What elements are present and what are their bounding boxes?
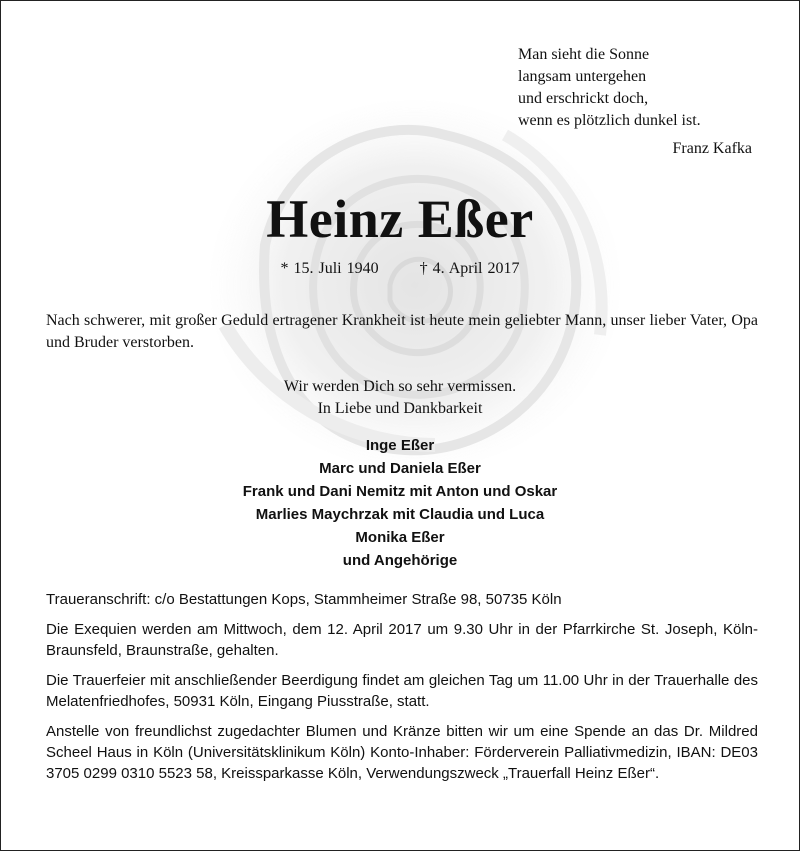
- miss-line: Wir werden Dich so sehr vermissen.: [283, 378, 517, 395]
- mourner: Marc und Daniela Eßer: [319, 460, 481, 477]
- birth-date: * 15. Juli 1940: [280, 260, 379, 277]
- deceased-name: Heinz Eßer: [266, 189, 534, 249]
- kafka-quote: [518, 44, 778, 160]
- mourning-address: Traueranschrift: c/o Bestattungen Kops, Stammheimer Straße 98, 50735 Köln: [46, 591, 562, 608]
- farewell-lines: [0, 376, 800, 420]
- love-line: In Liebe und Dankbarkeit: [317, 400, 483, 417]
- intro-text: Nach schwerer, mit großer Geduld ertragener Krankheit ist heute mein geliebter Mann, unser lieber Vater, Opa und Bruder verstorben.: [46, 312, 758, 351]
- quote-author: Franz Kafka: [672, 140, 752, 157]
- mourner: Inge Eßer: [365, 437, 435, 454]
- quote-line: wenn es plötzlich dunkel ist.: [518, 112, 701, 129]
- mourner: und Angehörige: [342, 552, 458, 569]
- mourner: Monika Eßer: [355, 529, 445, 546]
- death-date: † 4. April 2017: [419, 260, 520, 277]
- mourners-list: [0, 434, 800, 572]
- donation-info: Anstelle von freundlichst zugedachter Blumen und Kränze bitten wir um eine Spende an das Dr. Mildred Scheel Haus in Köln (Universitätsklinikum Köln) Konto-Inhaber: Förderverein Palliativmedizin, IBAN: DE03 3705 0299 0310 5523 58, Kreissparkasse Köln, Verwendungszweck „Trauerfall Heinz Eßer“.: [46, 723, 758, 782]
- quote-line: langsam untergehen: [518, 68, 647, 85]
- funeral-details: [46, 589, 758, 793]
- ceremony-info: Die Trauerfeier mit anschließender Beerdigung findet am gleichen Tag um 11.00 Uhr in der Trauerhalle des Melatenfriedhofes, 50931 Köln, Eingang Piusstraße, statt.: [46, 672, 758, 710]
- quote-line: und erschrickt doch,: [518, 90, 649, 107]
- mourner: Marlies Maychrzak mit Claudia und Luca: [255, 506, 545, 523]
- exequies-info: Die Exequien werden am Mittwoch, dem 12. April 2017 um 9.30 Uhr in der Pfarrkirche St. Joseph, Köln-Braunsfeld, Braunstraße, gehalten.: [46, 621, 758, 659]
- life-dates: [0, 260, 800, 278]
- mourner: Frank und Dani Nemitz mit Anton und Oskar: [242, 483, 558, 500]
- quote-line: Man sieht die Sonne: [518, 46, 650, 63]
